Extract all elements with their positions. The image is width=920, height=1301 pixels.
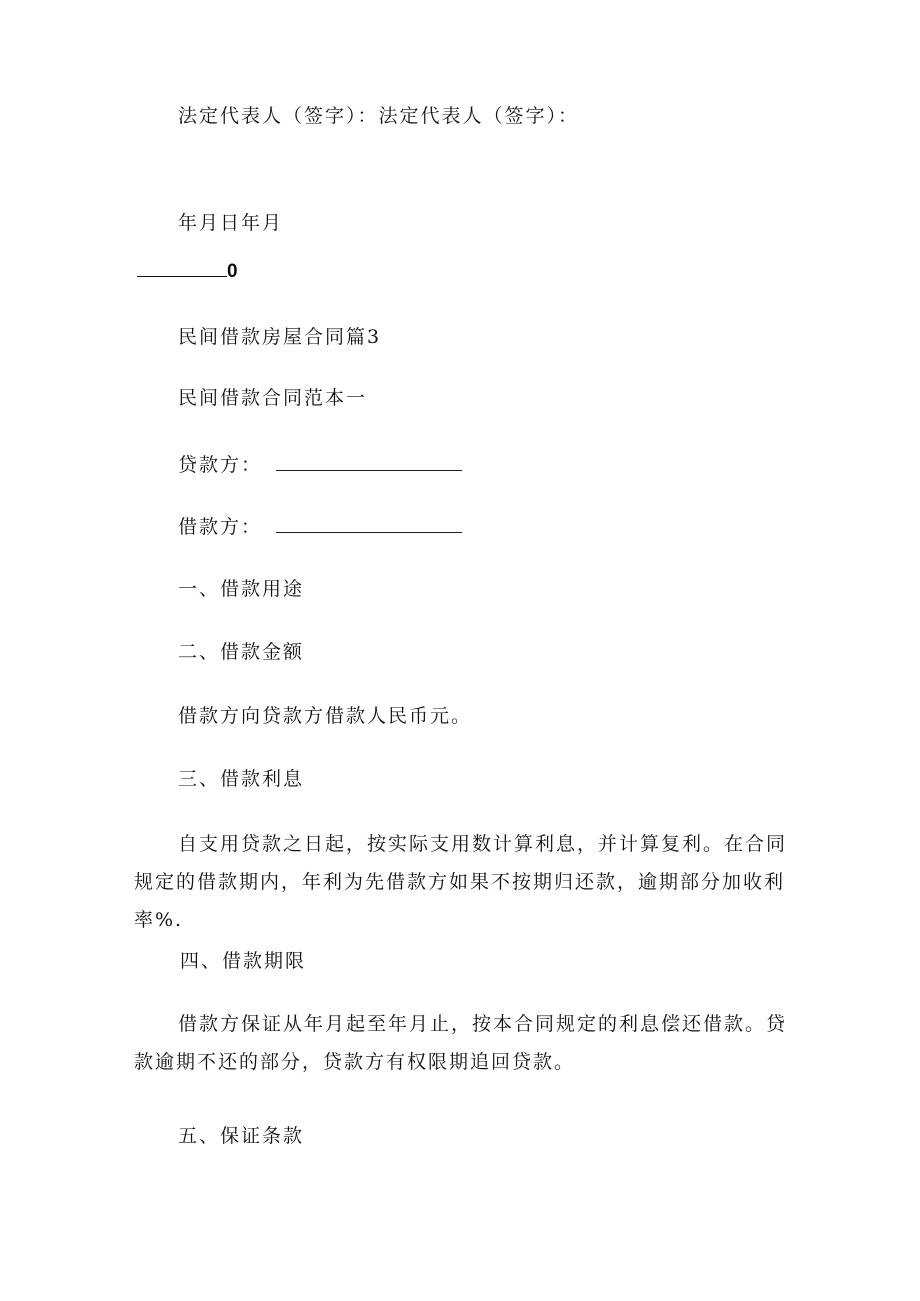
contract-title: 民间借款合同范本一: [178, 387, 368, 409]
clause2-text: 借款方向贷款方借款人民币元。: [178, 705, 473, 727]
signature-line: 法定代表人（签字）：法定代表人（签字）：: [178, 105, 580, 127]
clause5-heading: 五、保证条款: [178, 1125, 305, 1147]
lender-blank: [276, 452, 462, 471]
clause2-heading: 二、借款金额: [178, 641, 305, 663]
clause3-heading: 三、借款利息: [178, 768, 305, 790]
underline-zero-mark: [137, 258, 238, 284]
section-title: 民间借款房屋合同篇3: [178, 326, 382, 348]
clause4-heading: 四、借款期限: [180, 950, 307, 972]
date-line: 年月日年月: [178, 212, 284, 234]
blank-underline: [137, 258, 227, 277]
clause4-text: 借款方保证从年月起至年月止，按本合同规定的利息偿还借款。贷款逾期不还的部分，贷款方有权限期追回贷款。: [134, 1013, 788, 1073]
borrower-line: [178, 514, 462, 539]
lender-label: 贷款方：: [178, 454, 263, 476]
lender-line: [178, 452, 462, 477]
borrower-blank: [276, 514, 462, 533]
clause1-heading: 一、借款用途: [178, 578, 305, 600]
clause3-text: 自支用贷款之日起，按实际支用数计算利息，并计算复利。在合同规定的借款期内，年利为先借款方如果不按期归还款，逾期部分加收利率%.: [134, 833, 788, 931]
zero-mark: 0: [227, 261, 238, 282]
borrower-label: 借款方：: [178, 516, 263, 538]
